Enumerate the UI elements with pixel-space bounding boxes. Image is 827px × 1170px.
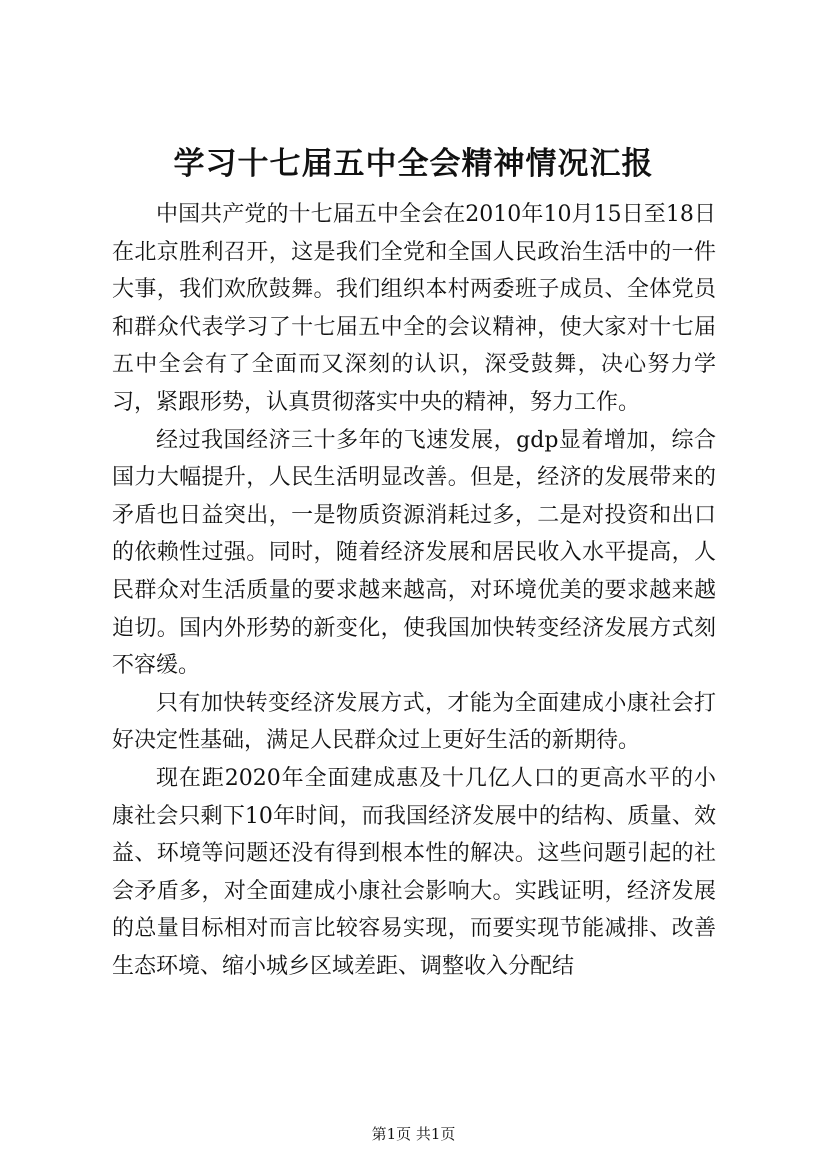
document-title: 学习十七届五中全会精神情况汇报 — [173, 146, 654, 182]
paragraph: 经过我国经济三十多年的飞速发展，gdp显着增加，综合国力大幅提升，人民生活明显改善。但是，经济的发展带来的矛盾也日益突出，一是物质资源消耗过多，二是对投资和出口的依赖性过强。同时，随着经济发展和居民收入水平提高，人民群众对生活质量的要求越来越高，对环境优美的要求越来越迫切。国内外形势的新变化，使我国加快转变经济发展方式刻不容缓。 — [112, 427, 716, 679]
paragraph: 现在距2020年全面建成惠及十几亿人口的更高水平的小康社会只剩下10年时间，而我国经济发展中的结构、质量、效益、环境等问题还没有得到根本性的解决。这些问题引起的社会矛盾多，对全面建成小康社会影响大。实践证明，经济发展的总量目标相对而言比较容易实现，而要实现节能减排、改善生态环境、缩小城乡区域差距、调整收入分配结 — [112, 765, 716, 979]
paragraph: 中国共产党的十七届五中全会在2010年10月15日至18日在北京胜利召开，这是我们全党和全国人民政治生活中的一件大事，我们欢欣鼓舞。我们组织本村两委班子成员、全体党员和群众代表学习了十七届五中全的会议精神，使大家对十七届五中全会有了全面而又深刻的认识，深受鼓舞，决心努力学习，紧跟形势，认真贯彻落实中央的精神，努力工作。 — [112, 202, 716, 415]
page-number-footer: 第1页 共1页 — [371, 1125, 456, 1143]
document-body — [112, 196, 716, 985]
paragraph: 只有加快转变经济发展方式，才能为全面建成小康社会打好决定性基础，满足人民群众过上更好生活的新期待。 — [112, 690, 716, 754]
